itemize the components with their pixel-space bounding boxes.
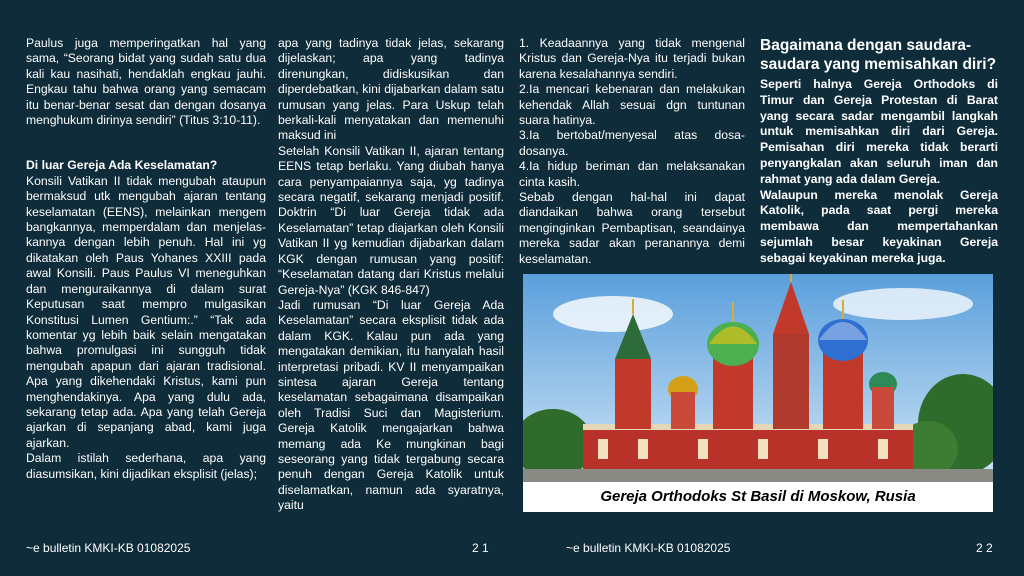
footer-right-page: ~e bulletin KMKI-KB 01082025 [566,541,731,555]
body-paragraph: Konsili Vatikan II tidak mengubah ataupun bermaksud utk mengubah ajaran tentang keselamatan (EENS), melainkan mengem bangkannya, memperdalam dan menjelas-kannya dengan lebih penuh. Hal ini yg dikatakan oleh Paus Yohanes XXIII pada awal Konsili. Paus Paulus VI meneguhkan dan menguraikannya di dalam surat Keputusan saat mempro mulgasikan Konstitusi Lumen Gentium:.” “Tak ada komentar yg lebih baik selain mengatakan bahwa promulgasi ini sungguh tidak mengubah apapun dari ajaran tradisional. Apa yang dikehendaki Kristus, kami pun menghendakinya. Apa yang dulu ada, sekarang tetap ada. Apa yang telah Gereja ajarkan di sepanjang abad, kami juga ajarkan. [26,173,266,450]
section-title: Bagaimana dengan saudara-saudara yang memisahkan diri? [760,37,997,73]
col3-closing: Sebab dengan hal-hal ini dapat diandaikan bahwa orang tersebut menginginkan Pembaptisan, seandainya mereka sadar akan peranannya demi keselamatan. [519,190,745,266]
list-item-2: 2.Ia mencari kebenaran dan melakukan kehendak Allah sesuai dgn tuntunan suara hatinya. [519,82,745,128]
col2-paragraph-3: Jadi rumusan “Di luar Gereja Ada Keselamatan” secara eksplisit tidak ada dalam KGK. Kalau pun ada yang mengatakan demikian, itu hanyalah hasil interpretasi pribadi. KV II menyampaikan sintesa ajaran Gereja tentang keselamatan sebagaimana disampaikan oleh Tradisi Suci dan Magisterium. Gereja Katolik mengajarkan bahwa memang ada Ke mungkinan bagi seseorang yang tidak tergabung secara penuh dengan Gereja Katolik untuk diselamatkan, namun ada syaratnya, yaitu [278,297,504,513]
col2-paragraph-1: apa yang tadinya tidak jelas, sekarang dijelaskan; apa yang tadinya direnungkan, didiskusikan dan diperdebatkan, kini dijabarkan dalam satu rumusan yang jelas. Para Uskup telah berkali-kali menyatakan dan memenuhi maksud ini [278,36,504,143]
col4-paragraph-2: Walaupun mereka menolak Gereja Katolik, pada saat pergi mereka membawa dan mempertahankan sejumlah besar keyakinan Gereja sebagai keyakinan mereka juga. [760,187,998,265]
list-item-1: 1. Keadaannya yang tidak mengenal Kristus dan Gereja-Nya itu terjadi bukan karena kesalahannya sendiri. [519,36,745,81]
cathedral-photo [523,274,993,512]
page-number-right: 2 2 [976,541,993,555]
photo-caption: Gereja Orthodoks St Basil di Moskow, Rusia [523,482,993,512]
right-column-2 [760,36,998,267]
list-item-4: 4.Ia hidup beriman dan melaksanakan cinta kasih. [519,159,745,189]
list-item-3: 3.Ia bertobat/menyesal atas dosa-dosanya. [519,128,745,158]
footer-left-page: ~e bulletin KMKI-KB 01082025 [26,541,191,555]
left-column-1 [26,36,266,482]
right-column-1 [519,36,745,267]
col4-paragraph-1: Seperti halnya Gereja Orthodoks di Timur dan Gereja Protestan di Barat yang secara sadar mengambil langkah untuk memisahkan diri dari Gereja. Pemisahan diri mereka tidak berarti penyangkalan akan seluruh iman dan rahmat yang ada dalam Gereja. [760,77,998,186]
page-number-left: 2 1 [472,541,489,555]
left-column-2 [278,36,504,514]
closing-paragraph: Dalam istilah sederhana, apa yang diasumsikan, kini dijadikan eksplisit (jelas); [26,451,266,481]
col2-paragraph-2: Setelah Konsili Vatikan II, ajaran tentang EENS tetap berlaku. Yang diubah hanya cara penyampaiannya saja, yg tadinya secara negatif, sekarang menjadi positif. Doktrin “Di luar Gereja tidak ada Keselamatan” tetap diajarkan oleh Konsili Vatikan II yg kemudian dijabarkan dalam KGK dengan rumusan yang positif: “Keselamatan datang dari Kristus melalui Gereja-Nya” (KGK 846-847) [278,143,504,297]
section-heading: Di luar Gereja Ada Keselamatan? [26,158,218,173]
paulus-quote-paragraph: Paulus juga memperingatkan hal yang sama, “Seorang bidat yang sudah satu dua kali kau nasihati, hendaklah engkau jauhi. Engkau tahu bahwa orang yang semacam itu benar-benar sesat dan dengan dosanya menghukum dirinya sendiri” (Titus 3:10-11). [26,36,266,128]
st-basil-cathedral-illustration [523,274,993,482]
